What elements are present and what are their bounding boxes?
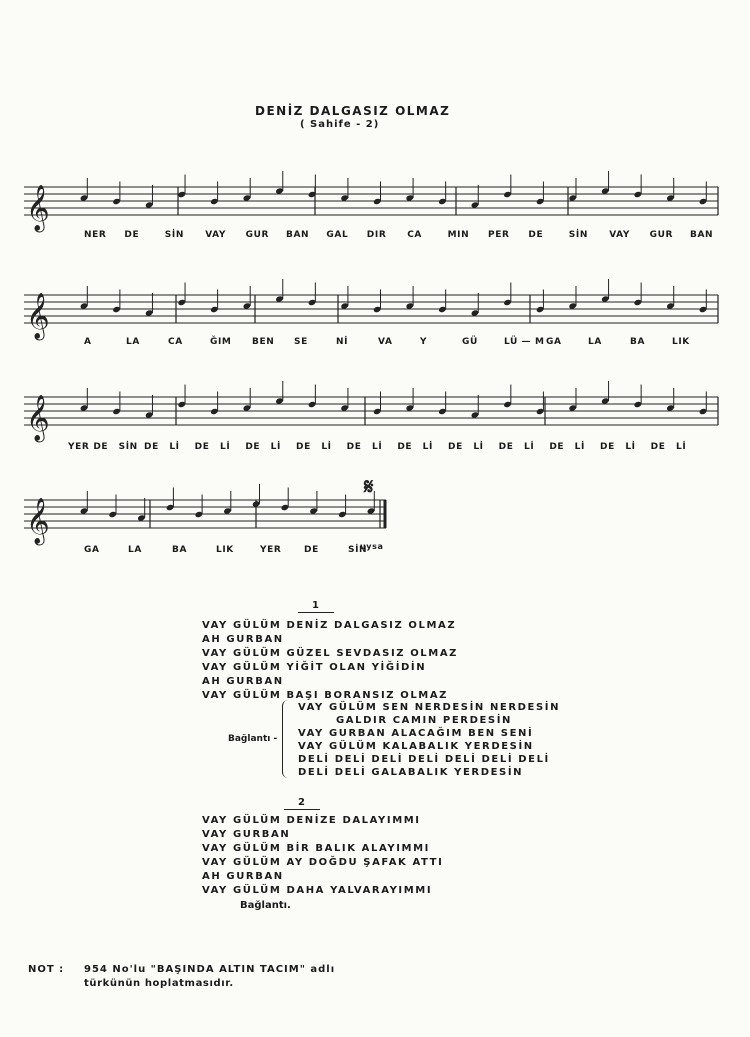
refrain-brace	[282, 700, 291, 778]
lyric-syllable: DE	[528, 230, 544, 240]
lyric-syllable: DIR	[366, 230, 387, 240]
verse-1-underline	[298, 612, 334, 613]
treble-clef-icon: 𝄞	[26, 185, 50, 231]
lyric-syllable: CA	[168, 337, 183, 347]
lyric-syllable: Y	[420, 337, 428, 347]
lyric-syllable: Lİ	[220, 442, 231, 452]
lyric-syllable: LA	[588, 337, 602, 347]
treble-clef-icon: 𝄞	[26, 395, 50, 441]
lyric-syllable: Lİ	[270, 442, 281, 452]
refrain-line: VAY GÜLÜM SEN NERDESİN NERDESİN	[298, 702, 561, 713]
lyric-syllable: BAN	[690, 230, 714, 240]
lyric-syllable: PER	[488, 230, 510, 240]
lyric-syllable: Lİ	[574, 442, 585, 452]
lyric-syllable: DE	[397, 442, 413, 452]
lyric-syllable: Lİ	[676, 442, 687, 452]
treble-clef-icon: 𝄞	[26, 498, 50, 544]
verse-1-number: 1	[312, 600, 319, 611]
page-title: DENİZ DALGASIZ OLMAZ	[255, 104, 451, 118]
lyric-syllable: SİN	[348, 545, 368, 555]
lyric-syllable: Lİ	[321, 442, 332, 452]
refrain-line: DELİ DELİ GALABALIK YERDESİN	[298, 767, 524, 778]
lyric-syllable: DE	[549, 442, 565, 452]
note-line-2: türkünün hoplatmasıdır.	[84, 978, 234, 989]
note-line-1: 954 No'lu "BAŞINDA ALTIN TACIM" adlı	[84, 964, 336, 975]
verse-1-line: VAY GÜLÜM YİĞİT OLAN YİĞİDİN	[202, 662, 427, 673]
segno-sign: 𝄋	[364, 474, 374, 500]
note-label: NOT :	[28, 964, 65, 975]
coda-text: uysa	[360, 542, 384, 551]
lyric-syllable: DE	[600, 442, 615, 452]
lyric-syllable: Lİ	[524, 442, 535, 452]
verse-2-line: VAY GÜLÜM DENİZE DALAYIMMI	[202, 815, 421, 826]
lyric-syllable: DE	[304, 545, 319, 555]
verse-1-line: AH GURBAN	[202, 634, 284, 645]
lyric-syllable: GA	[546, 337, 562, 347]
lyric-syllable: GAL	[326, 230, 349, 240]
lyric-syllable: SİN	[118, 442, 138, 452]
lyric-syllable: GA	[84, 545, 100, 555]
verse-2-line: VAY GÜLÜM AY DOĞDU ŞAFAK ATTI	[202, 857, 444, 868]
lyric-syllable: LA	[128, 545, 142, 555]
verse-2-underline	[284, 809, 320, 810]
refrain-label: Bağlantı -	[228, 734, 278, 744]
verse-1-line: VAY GÜLÜM BAŞI BORANSIZ OLMAZ	[202, 690, 449, 701]
lyric-syllable: Lİ	[422, 442, 433, 452]
treble-clef-icon: 𝄞	[26, 293, 50, 339]
refrain-line: VAY GURBAN ALACAĞIM BEN SENİ	[298, 728, 534, 739]
lyric-syllable: YER	[260, 545, 282, 555]
lyric-syllable: LIK	[216, 545, 234, 555]
lyric-syllable: ĞIM	[210, 337, 232, 347]
lyric-syllable: NER	[84, 230, 107, 240]
lyric-syllable: DE	[498, 442, 514, 452]
lyric-syllable: VA	[378, 337, 393, 347]
verse-1-line: VAY GÜLÜM DENİZ DALGASIZ OLMAZ	[202, 620, 457, 631]
lyric-syllable: Lİ	[473, 442, 484, 452]
lyric-syllable: BAN	[286, 230, 310, 240]
lyric-syllable: DE	[296, 442, 311, 452]
lyric-syllable: SE	[294, 337, 308, 347]
lyric-syllable: DE	[124, 230, 140, 240]
lyric-syllable: GUR	[649, 230, 674, 240]
lyric-syllable: DE	[144, 442, 159, 452]
page-subtitle: ( Sahife - 2)	[300, 119, 380, 130]
verse-1-line: VAY GÜLÜM GÜZEL SEVDASIZ OLMAZ	[202, 648, 459, 659]
lyric-syllable: SİN	[164, 230, 184, 240]
refrain-line: GALDIR CAMIN PERDESİN	[336, 715, 513, 726]
lyric-syllable: Lİ	[372, 442, 383, 452]
lyric-syllable: LÜ — M	[504, 337, 545, 347]
lyric-syllable: SİN	[568, 230, 588, 240]
lyric-syllable: BEN	[252, 337, 275, 347]
lyric-syllable: LA	[126, 337, 140, 347]
verse-2-refrain-label: Bağlantı.	[240, 900, 291, 911]
lyric-syllable: CA	[407, 230, 422, 240]
lyric-syllable: DE	[194, 442, 210, 452]
verse-2-line: VAY GÜLÜM DAHA YALVARAYIMMI	[202, 885, 433, 896]
lyric-syllable: Lİ	[169, 442, 180, 452]
lyric-syllable: GUR	[245, 230, 270, 240]
lyric-syllable: Lİ	[625, 442, 636, 452]
lyric-syllable: DE	[448, 442, 463, 452]
lyric-syllable: Nİ	[336, 337, 349, 347]
lyric-syllable: BA	[630, 337, 646, 347]
lyric-syllable: A	[84, 337, 92, 347]
verse-2-line: VAY GÜLÜM BİR BALIK ALAYIMMI	[202, 843, 430, 854]
lyric-syllable: BA	[172, 545, 188, 555]
lyric-syllable: LIK	[672, 337, 690, 347]
lyric-syllable: GÜ	[462, 337, 478, 347]
refrain-line: DELİ DELİ DELİ DELİ DELİ DELİ DELİ	[298, 754, 550, 765]
lyric-syllable: DE	[346, 442, 362, 452]
refrain-line: VAY GÜLÜM KALABALIK YERDESİN	[298, 741, 534, 752]
lyric-syllable: VAY	[205, 230, 226, 240]
lyric-syllable: DE	[93, 442, 109, 452]
lyric-syllable: VAY	[609, 230, 630, 240]
verse-1-line: AH GURBAN	[202, 676, 284, 687]
verse-2-line: AH GURBAN	[202, 871, 284, 882]
lyric-syllable: MIN	[447, 230, 470, 240]
lyric-syllable: YER	[68, 442, 90, 452]
verse-2-line: VAY GURBAN	[202, 829, 291, 840]
lyric-syllable: DE	[650, 442, 666, 452]
lyric-syllable: DE	[245, 442, 261, 452]
verse-2-number: 2	[298, 797, 305, 808]
